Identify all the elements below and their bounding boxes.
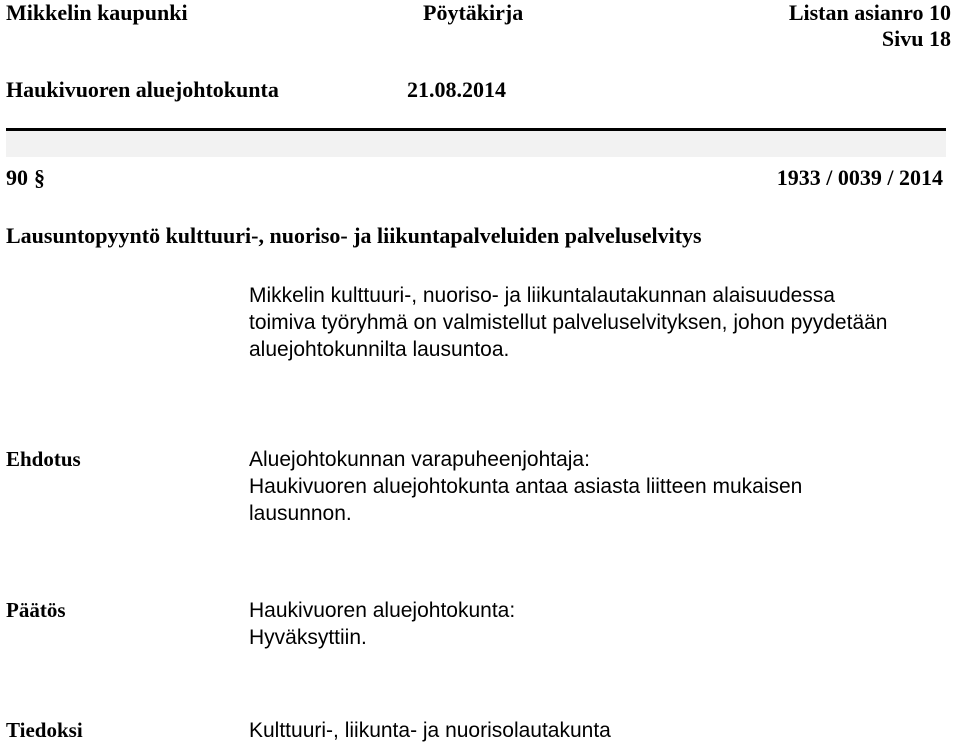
header-board-name: Haukivuoren aluejohtokunta bbox=[6, 77, 279, 102]
decision-line: Haukivuoren aluejohtokunta: bbox=[249, 599, 516, 622]
section-number: 90 bbox=[6, 165, 28, 190]
description-line: toimiva työryhmä on valmistellut palveluselvityksen, johon pyydetään bbox=[249, 311, 888, 334]
header-date: 21.08.2014 bbox=[407, 77, 506, 102]
decision-label: Päätös bbox=[6, 598, 66, 622]
proposal-label: Ehdotus bbox=[6, 447, 81, 471]
header-item-number: Listan asianro 10 bbox=[788, 0, 951, 25]
description-line: aluejohtokunnilta lausuntoa. bbox=[249, 338, 510, 361]
item-title: Lausuntopyyntö kulttuuri-, nuoriso- ja liikuntapalveluiden palveluselvitys bbox=[6, 223, 702, 248]
header-shaded-band bbox=[6, 131, 946, 157]
proposal-text bbox=[249, 446, 939, 527]
info-recipient: Kulttuuri-, liikunta- ja nuorisolautakunta bbox=[249, 719, 611, 742]
section-heading bbox=[6, 165, 45, 191]
section-symbol: § bbox=[34, 165, 45, 190]
decision-line: Hyväksyttiin. bbox=[249, 626, 367, 649]
item-description bbox=[249, 282, 939, 363]
proposal-line: Haukivuoren aluejohtokunta antaa asiasta liitteen mukaisen bbox=[249, 475, 803, 498]
info-label: Tiedoksi bbox=[6, 718, 83, 742]
proposal-line: lausunnon. bbox=[249, 502, 352, 525]
description-line: Mikkelin kulttuuri-, nuoriso- ja liikuntalautakunnan alaisuudessa bbox=[249, 284, 835, 307]
proposal-line: Aluejohtokunnan varapuheenjohtaja: bbox=[249, 448, 590, 471]
decision-text bbox=[249, 597, 939, 651]
header-document-type: Pöytäkirja bbox=[423, 0, 524, 25]
record-number: 1933 / 0039 / 2014 bbox=[776, 165, 943, 190]
header-page-number: Sivu 18 bbox=[881, 26, 951, 51]
header-municipality: Mikkelin kaupunki bbox=[6, 0, 188, 25]
